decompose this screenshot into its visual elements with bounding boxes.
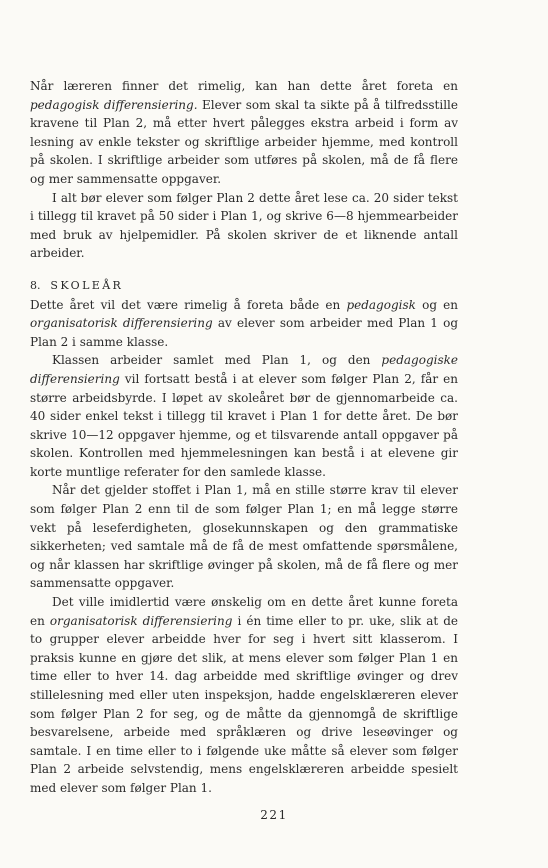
- text-run: Når læreren finner det rimelig, kan han dette året foreta en: [30, 79, 458, 93]
- italic-text-run: organisatorisk differensiering: [49, 613, 233, 628]
- paragraph: [30, 593, 458, 798]
- text-run: Når det gjelder stoffet i Plan 1, må en stille større krav til elever som følger Plan 2 enn til de som følger Plan 1; en må legge større vekt på leseferdigheten, glosekunnskapen og den grammatiske sikkerheten; ved samtale må de få de mest omfattende spørsmålene, og når klassen har skriftlige øvinger på skolen, må de få flere og mer sammensatte oppgaver.: [30, 483, 458, 591]
- paragraph: [30, 189, 458, 263]
- page-number: 221: [260, 808, 288, 822]
- text-run: og en: [415, 297, 458, 312]
- text-run: Dette året vil det være rimelig å foreta både en: [30, 297, 347, 312]
- text-run: I alt bør elever som følger Plan 2 dette året lese ca. 20 sider tekst i tillegg til kravet på 50 sider i Plan 1, og skrive 6—8 hjemmearbeider med bruk av hjelpemidler. På skolen skriver de et liknende antall arbeider.: [30, 190, 458, 261]
- section-heading: [30, 277, 458, 296]
- text-run: Elever som skal ta sikte på å tilfredsstille kravene til Plan 2, må etter hvert pålegges ekstra arbeid i form av lesning av enkle tekster og skriftlige arbeider hjemme, med kontroll på skolen. I skriftlige arbeider som utføres på skolen, må de få flere og mer sammensatte oppgaver.: [30, 97, 458, 186]
- text-run: vil fortsatt bestå i at elever som følger Plan 2, får en større arbeidsbyrde. I løpet av skoleåret bør de gjennomarbeide ca. 40 sider enkel tekst i tillegg til kravet i Plan 1 for dette året. De bør skrive 10—12 oppgaver hjemme, og et tilsvarende antall oppgaver på skolen. Kontrollen med hjemmelesningen kan bestå i at elevene gir korte muntlige referater for den samlede klasse.: [30, 371, 458, 479]
- section-title: SKOLEÅR: [50, 278, 124, 292]
- text-run: av elever som arbeider med Plan 1 og Plan 2 i samme klasse.: [30, 316, 459, 349]
- section-number: 8.: [30, 278, 41, 292]
- text-run: i én time eller to pr. uke, slik at de to grupper elever arbeidde hver for seg i hvert sitt klasserom. I praksis kunne en gjøre det slik, at mens elever som følger Plan 1 en time eller to hver 14. dag arbeidde med skriftlige øvinger og drev stillelesning med eller uten inspeksjon, hadde engelsklæreren elever som følger Plan 2 for seg, og de måtte da gjennomgå de skriftlige besvarelsene, arbeide med språklæren og drive leseøvinger og samtale. I en time eller to i følgende uke måtte så elever som følger Plan 2 arbeide selvstendig, mens engelsklæreren arbeidde spesielt med elever som følger Plan 1.: [30, 613, 458, 795]
- intro-section: [30, 77, 458, 263]
- text-run: Det ville imidlertid være ønskelig om en dette året kunne foreta en: [30, 595, 458, 628]
- italic-text-run: organisatorisk differensiering: [30, 316, 213, 331]
- paragraph: [30, 296, 458, 352]
- paragraph: [30, 481, 458, 593]
- italic-text-run: pedagogisk: [346, 297, 416, 312]
- italic-text-run: pedagogiske differensiering: [30, 353, 458, 386]
- text-run: Klassen arbeider samlet med Plan 1, og den: [52, 353, 382, 368]
- paragraph: [30, 77, 458, 189]
- page-body: [30, 77, 458, 798]
- paragraph: [30, 351, 458, 481]
- section-body: [30, 296, 458, 798]
- italic-text-run: pedagogisk differensiering.: [30, 97, 198, 112]
